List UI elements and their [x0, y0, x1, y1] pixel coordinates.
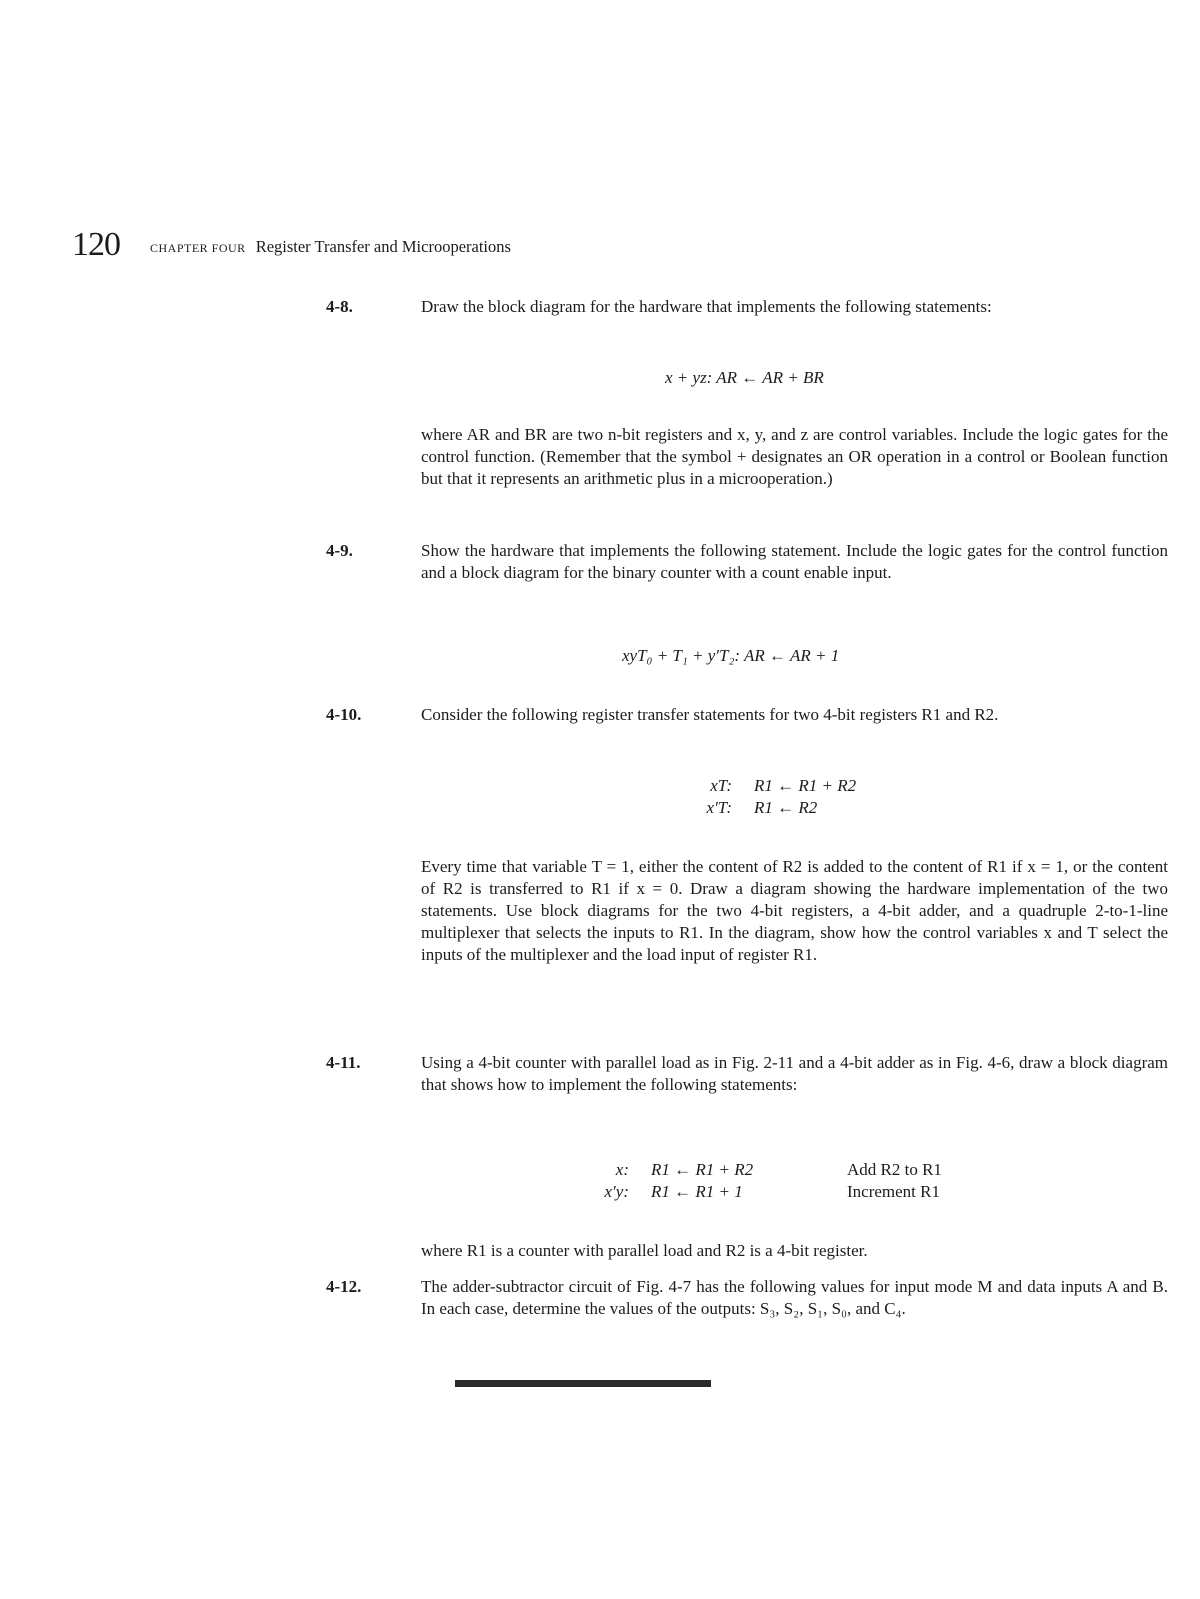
- equation-block: [680, 776, 856, 820]
- end-rule: [455, 1380, 711, 1387]
- equation-condition: x′y:: [604, 1182, 629, 1201]
- equation-row: [585, 1160, 942, 1182]
- problem-4-11: [326, 1052, 1168, 1096]
- problem-4-10-continuation: [326, 856, 1168, 966]
- problem-number: 4-8.: [326, 297, 353, 316]
- equation-operation: R1 ← R1 + R2: [754, 776, 857, 795]
- equation-row: [680, 776, 856, 798]
- equation-row: [680, 798, 856, 820]
- chapter-label: CHAPTER FOUR: [150, 241, 246, 255]
- equation-operation: R1 ← R1 + R2: [651, 1160, 754, 1179]
- equation-condition: x′T:: [706, 798, 732, 817]
- problem-number: 4-11.: [326, 1053, 361, 1072]
- equation-block: [585, 1160, 942, 1204]
- problem-4-9: [326, 540, 1168, 584]
- problem-4-12: [326, 1276, 1168, 1320]
- problem-text: The adder-subtractor circuit of Fig. 4-7 has the following values for input mode M and data inputs A and B. In each case, determine the values of the outputs: S₃, S₂, S₁, S₀, and C₄.: [421, 1277, 1168, 1318]
- page-header: [72, 226, 511, 264]
- problem-text: where R1 is a counter with parallel load and R2 is a 4-bit register.: [421, 1241, 868, 1260]
- problem-4-10: [326, 704, 1168, 726]
- equation-operation: R1 ← R1 + 1: [651, 1182, 743, 1201]
- problem-text: Consider the following register transfer statements for two 4-bit registers R1 and R2.: [421, 705, 999, 724]
- equation-operation: R1 ← R2: [754, 798, 818, 817]
- problem-4-8-continuation: [326, 424, 1168, 490]
- problem-number: 4-9.: [326, 541, 353, 560]
- equation-row: [585, 1182, 942, 1204]
- equation-comment: Add R2 to R1: [847, 1160, 942, 1179]
- problem-text: Every time that variable T = 1, either the content of R2 is added to the content of R1 if x = 1, or the content of R2 is transferred to R1 if x = 0. Draw a diagram showing the hardware implementation of the two statements. Use block diagrams for the two 4-bit registers, a 4-bit adder, and a quadruple 2-to-1-line multiplexer that selects the inputs to R1. In the diagram, show how the control variables x and T select the inputs of the multiplexer and the load input of register R1.: [421, 857, 1168, 964]
- problem-number: 4-12.: [326, 1277, 362, 1296]
- equation: xyT₀ + T₁ + y′T₂: AR ← AR + 1: [622, 646, 840, 665]
- problem-text: Draw the block diagram for the hardware that implements the following statements:: [421, 297, 992, 316]
- problem-text: Show the hardware that implements the following statement. Include the logic gates for the control function and a block diagram for the binary counter with a count enable input.: [421, 541, 1168, 582]
- problem-4-8: [326, 296, 1168, 318]
- equation-condition: x:: [615, 1160, 629, 1179]
- equation-condition: xT:: [710, 776, 732, 795]
- section-title: Register Transfer and Microoperations: [255, 237, 511, 256]
- equation-comment: Increment R1: [847, 1182, 940, 1201]
- equation: x + yz: AR ← AR + BR: [665, 368, 824, 387]
- problem-number: 4-10.: [326, 705, 362, 724]
- problem-text: where AR and BR are two n-bit registers and x, y, and z are control variables. Include the logic gates for the control function. (Remember that the symbol + designates an OR operation in a control or Boolean function but that it represents an arithmetic plus in a microoperation.): [421, 425, 1168, 488]
- page-number: 120: [72, 226, 120, 263]
- problem-text: Using a 4-bit counter with parallel load as in Fig. 2-11 and a 4-bit adder as in Fig. 4-6, draw a block diagram that shows how to implement the following statements:: [421, 1053, 1168, 1094]
- problem-4-11-continuation: [326, 1240, 1168, 1262]
